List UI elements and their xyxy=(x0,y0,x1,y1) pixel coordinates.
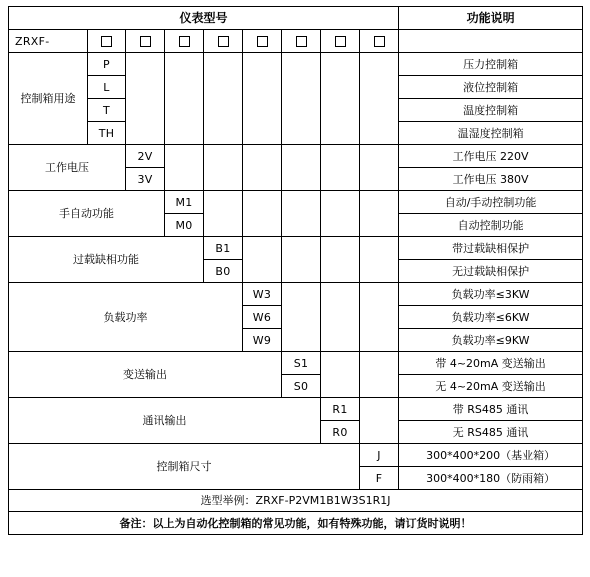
empty-box-icon xyxy=(179,36,190,47)
code-cell: M0 xyxy=(165,214,204,237)
slot-box-3 xyxy=(165,30,204,53)
code-cell: F xyxy=(360,467,399,490)
power-row xyxy=(9,283,583,306)
function-desc: 温度控制箱 xyxy=(399,99,583,122)
slot-box-2 xyxy=(126,30,165,53)
comm-row xyxy=(9,398,583,421)
empty-box-icon xyxy=(257,36,268,47)
code-cell: W3 xyxy=(243,283,282,306)
slot-box-7 xyxy=(321,30,360,53)
slot-box-1 xyxy=(88,30,126,53)
model-header: 仪表型号 xyxy=(9,7,399,30)
slot-box-6 xyxy=(282,30,321,53)
empty-box-icon xyxy=(296,36,307,47)
function-desc: 无 4~20mA 变送输出 xyxy=(399,375,583,398)
empty-box-icon xyxy=(335,36,346,47)
transmit-row xyxy=(9,352,583,375)
code-cell: R0 xyxy=(321,421,360,444)
size-row xyxy=(9,444,583,467)
model-prefix: ZRXF- xyxy=(9,30,88,53)
function-desc: 300*400*180（防雨箱） xyxy=(399,467,583,490)
control-box-label: 控制箱用途 xyxy=(9,53,88,145)
size-label: 控制箱尺寸 xyxy=(9,444,360,490)
function-desc: 300*400*200（基业箱） xyxy=(399,444,583,467)
function-desc: 自动/手动控制功能 xyxy=(399,191,583,214)
function-desc: 带 RS485 通讯 xyxy=(399,398,583,421)
function-desc: 工作电压 380V xyxy=(399,168,583,191)
function-desc: 无 RS485 通讯 xyxy=(399,421,583,444)
code-cell: P xyxy=(88,53,126,76)
code-cell: TH xyxy=(88,122,126,145)
control-box-row xyxy=(9,53,583,76)
code-cell: T xyxy=(88,99,126,122)
auto-manual-label: 手自动功能 xyxy=(9,191,165,237)
code-cell: 2V xyxy=(126,145,165,168)
overload-label: 过载缺相功能 xyxy=(9,237,204,283)
prefix-row xyxy=(9,30,583,53)
code-cell: B0 xyxy=(204,260,243,283)
code-cell: J xyxy=(360,444,399,467)
auto-manual-row xyxy=(9,191,583,214)
selection-example: 选型举例：ZRXF-P2VM1B1W3S1R1J xyxy=(9,490,583,512)
model-selection-table xyxy=(8,6,583,535)
function-desc: 带 4~20mA 变送输出 xyxy=(399,352,583,375)
function-desc: 负载功率≤3KW xyxy=(399,283,583,306)
slot-box-8 xyxy=(360,30,399,53)
function-desc: 压力控制箱 xyxy=(399,53,583,76)
transmit-label: 变送输出 xyxy=(9,352,282,398)
code-cell: W9 xyxy=(243,329,282,352)
overload-row xyxy=(9,237,583,260)
empty-box-icon xyxy=(218,36,229,47)
function-desc: 液位控制箱 xyxy=(399,76,583,99)
voltage-row xyxy=(9,145,583,168)
function-desc: 负载功率≤6KW xyxy=(399,306,583,329)
code-cell: W6 xyxy=(243,306,282,329)
header-row xyxy=(9,7,583,30)
function-desc: 温湿度控制箱 xyxy=(399,122,583,145)
function-desc: 负载功率≤9KW xyxy=(399,329,583,352)
function-blank xyxy=(399,30,583,53)
remark-note: 备注：以上为自动化控制箱的常见功能，如有特殊功能，请订货时说明！ xyxy=(9,512,583,535)
voltage-label: 工作电压 xyxy=(9,145,126,191)
function-desc: 无过载缺相保护 xyxy=(399,260,583,283)
slot-box-4 xyxy=(204,30,243,53)
code-cell: M1 xyxy=(165,191,204,214)
empty-box-icon xyxy=(101,36,112,47)
code-cell: L xyxy=(88,76,126,99)
code-cell: 3V xyxy=(126,168,165,191)
function-header: 功能说明 xyxy=(399,7,583,30)
comm-label: 通讯输出 xyxy=(9,398,321,444)
function-desc: 工作电压 220V xyxy=(399,145,583,168)
example-row xyxy=(9,490,583,512)
code-cell: R1 xyxy=(321,398,360,421)
note-row xyxy=(9,512,583,535)
code-cell: B1 xyxy=(204,237,243,260)
slot-box-5 xyxy=(243,30,282,53)
function-desc: 自动控制功能 xyxy=(399,214,583,237)
code-cell: S1 xyxy=(282,352,321,375)
function-desc: 带过载缺相保护 xyxy=(399,237,583,260)
code-cell: S0 xyxy=(282,375,321,398)
empty-box-icon xyxy=(140,36,151,47)
empty-box-icon xyxy=(374,36,385,47)
power-label: 负载功率 xyxy=(9,283,243,352)
